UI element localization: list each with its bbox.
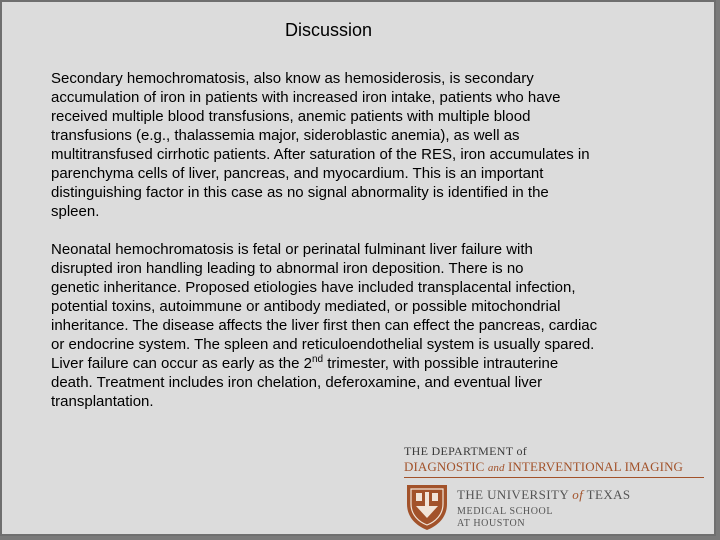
paragraph-neonatal-hemochromatosis — [51, 240, 691, 411]
paragraph-line: transplantation. — [51, 393, 154, 410]
university-name-part: THE UNIVERSITY — [457, 487, 569, 502]
paragraph-line: potential toxins, autoimmune or antibody mediated, or possible mitochondrial — [51, 298, 561, 315]
paragraph-line: Secondary hemochromatosis, also know as hemosiderosis, is secondary — [51, 70, 534, 87]
paragraph-line: parenchyma cells of liver, pancreas, and myocardium. This is an important — [51, 165, 544, 182]
department-name-part: INTERVENTIONAL IMAGING — [507, 459, 684, 474]
paragraph-line: inheritance. The disease affects the liver first then can effect the pancreas, cardiac — [51, 317, 598, 334]
paragraph-line: accumulation of iron in patients with increased iron intake, patients who have — [51, 89, 561, 106]
department-logo — [404, 444, 704, 536]
paragraph-line: death. Treatment includes iron chelation, deferoxamine, and eventual liver — [51, 374, 543, 391]
campus-label: AT HOUSTON — [457, 518, 526, 529]
paragraph-line: multitransfused cirrhotic patients. After saturation of the RES, iron accumulates in — [51, 146, 590, 163]
university-name-of: of — [572, 487, 584, 502]
university-name — [457, 487, 631, 503]
superscript-ordinal: nd — [311, 354, 324, 365]
department-name-and: and — [487, 462, 505, 474]
paragraph-line: or endocrine system. The spleen and reticuloendothelial system is usually spared. — [51, 336, 595, 353]
paragraph-line: genetic inheritance. Proposed etiologies have included transplacental infection, — [51, 279, 576, 296]
department-label: THE DEPARTMENT of — [404, 444, 528, 458]
paragraph-line: transfusions (e.g., thalassemia major, sideroblastic anemia), as well as — [51, 127, 520, 144]
department-name — [404, 459, 683, 475]
paragraph-line — [51, 354, 691, 373]
paragraph-line: distinguishing factor in this case as no signal abnormality is identified in the — [51, 184, 549, 201]
ut-seal-icon — [404, 482, 450, 532]
logo-divider — [404, 477, 704, 478]
slide-title: Discussion — [285, 20, 373, 40]
paragraph-line: disrupted iron handling leading to abnormal iron deposition. There is no — [51, 260, 524, 277]
paragraph-line: spleen. — [51, 203, 100, 220]
paragraph-text: trimester, with possible intrauterine — [323, 355, 559, 372]
department-name-part: DIAGNOSTIC — [404, 459, 485, 474]
paragraph-text: Liver failure can occur as early as the 2 — [51, 355, 312, 372]
medical-school-label: MEDICAL SCHOOL — [457, 506, 554, 517]
paragraph-secondary-hemochromatosis — [51, 69, 691, 221]
paragraph-line: received multiple blood transfusions, anemic patients with multiple blood — [51, 108, 531, 125]
paragraph-line: Neonatal hemochromatosis is fetal or perinatal fulminant liver failure with — [51, 241, 533, 258]
university-name-part: TEXAS — [586, 487, 631, 502]
